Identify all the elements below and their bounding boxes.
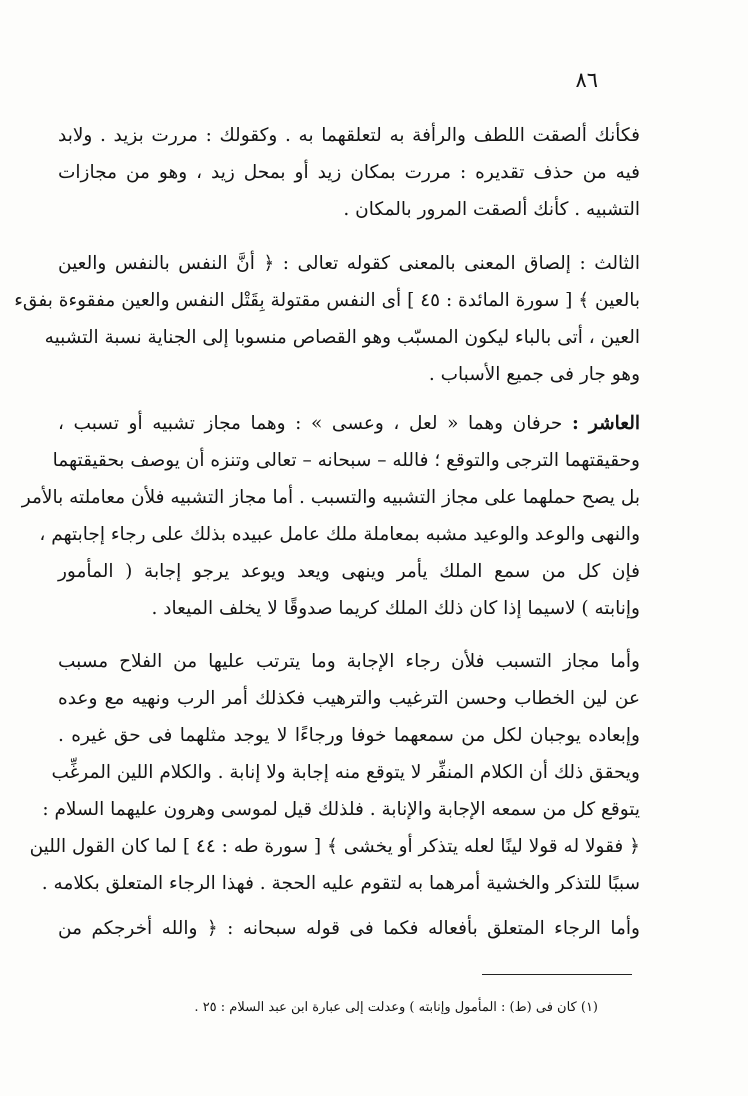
paragraph-5 bbox=[58, 910, 640, 947]
text-line: الثالث : إلصاق المعنى بالمعنى كقوله تعالى : ﴿ أنَّ النفس بالنفس والعين bbox=[58, 253, 640, 274]
text-line: وإبعاده يوجبان لكل من سمعهما خوفا ورجاءًا لا يوجد مثلهما فى حق غيره . bbox=[58, 725, 640, 746]
footnote-divider bbox=[482, 974, 632, 975]
page-number: ٨٦ bbox=[575, 68, 598, 92]
paragraph-4 bbox=[29, 643, 640, 902]
section-heading: العاشر : bbox=[571, 413, 640, 434]
footnote: (١) كان فى (ط) : المأمول وإنابته ) وعدلت إلى عبارة ابن عبد السلام : ٢٥ . bbox=[194, 1000, 598, 1015]
text-line: فيه من حذف تقديره : مررت بمكان زيد أو بمحل زيد ، وهو من مجازات bbox=[58, 162, 640, 183]
text-line: وحقيقتهما الترجى والتوقع ؛ فالله – سبحانه – تعالى وتنزه أن يوصف بحقيقتهما bbox=[52, 450, 640, 471]
text-line: بل يصح حملهما على مجاز التشبيه والتسبب . أما مجاز التشبيه فلأن معاملته بالأمر bbox=[21, 487, 640, 508]
text-line: وهو جار فى جميع الأسباب . bbox=[428, 364, 640, 385]
text-line-with-heading bbox=[58, 405, 640, 442]
text-line: وأما مجاز التسبب فلأن رجاء الإجابة وما يترتب عليها من الفلاح مسبب bbox=[58, 651, 640, 672]
text-line: وأما الرجاء المتعلق بأفعاله فكما فى قوله سبحانه : ﴿ والله أخرجكم من bbox=[58, 918, 640, 939]
text-line: وإنابته ) لاسيما إذا كان ذلك الملك كريما صدوقًا لا يخلف الميعاد . bbox=[151, 598, 640, 619]
paragraph-1 bbox=[58, 117, 640, 228]
text-line: بالعين ﴾ [ سورة المائدة : ٤٥ ] أى النفس مقتولة بِقَتْل النفس والعين مفقوءة بفقء bbox=[14, 290, 640, 311]
text-line: ويحقق ذلك أن الكلام المنفِّر لا يتوقع منه إجابة ولا إنابة . والكلام اللين المرغِّب bbox=[51, 762, 640, 783]
text-line: حرفان وهما « لعل ، وعسى » : وهما مجاز تشبيه أو تسبب ، bbox=[58, 413, 563, 434]
text-line: والنهى والوعد والوعيد مشبه بمعاملة ملك عامل عبيده بذلك على رجاء إجابتهم ، bbox=[39, 524, 640, 545]
text-line: فإن كل من سمع الملك يأمر وينهى ويعد ويوعد يرجو إجابة ( المأمور bbox=[58, 561, 640, 582]
text-line: يتوقع كل من سمعه الإجابة والإنابة . فلذلك قيل لموسى وهرون عليهما السلام : bbox=[42, 799, 640, 820]
paragraph-2 bbox=[14, 245, 640, 393]
text-line: ﴿ فقولا له قولا لينًا لعله يتذكر أو يخشى ﴾ [ سورة طه : ٤٤ ] لما كان القول اللين bbox=[29, 836, 640, 857]
text-line: عن لين الخطاب وحسن الترغيب والترهيب فكذلك أمر الرب ونهيه مع وعده bbox=[58, 688, 640, 709]
paragraph-3 bbox=[21, 405, 640, 627]
text-line: سببًا للتذكر والخشية أمرهما به لتقوم عليه الحجة . فهذا الرجاء المتعلق بكلامه . bbox=[41, 873, 640, 894]
text-line: فكأنك ألصقت اللطف والرأفة به لتعلقهما به . وكقولك : مررت بزيد . ولابد bbox=[58, 125, 640, 146]
text-line: العين ، أتى بالباء ليكون المسبّب وهو القصاص منسوبا إلى الجناية نسبة التشبيه bbox=[44, 327, 640, 348]
text-line: التشبيه . كأنك ألصقت المرور بالمكان . bbox=[343, 199, 640, 220]
